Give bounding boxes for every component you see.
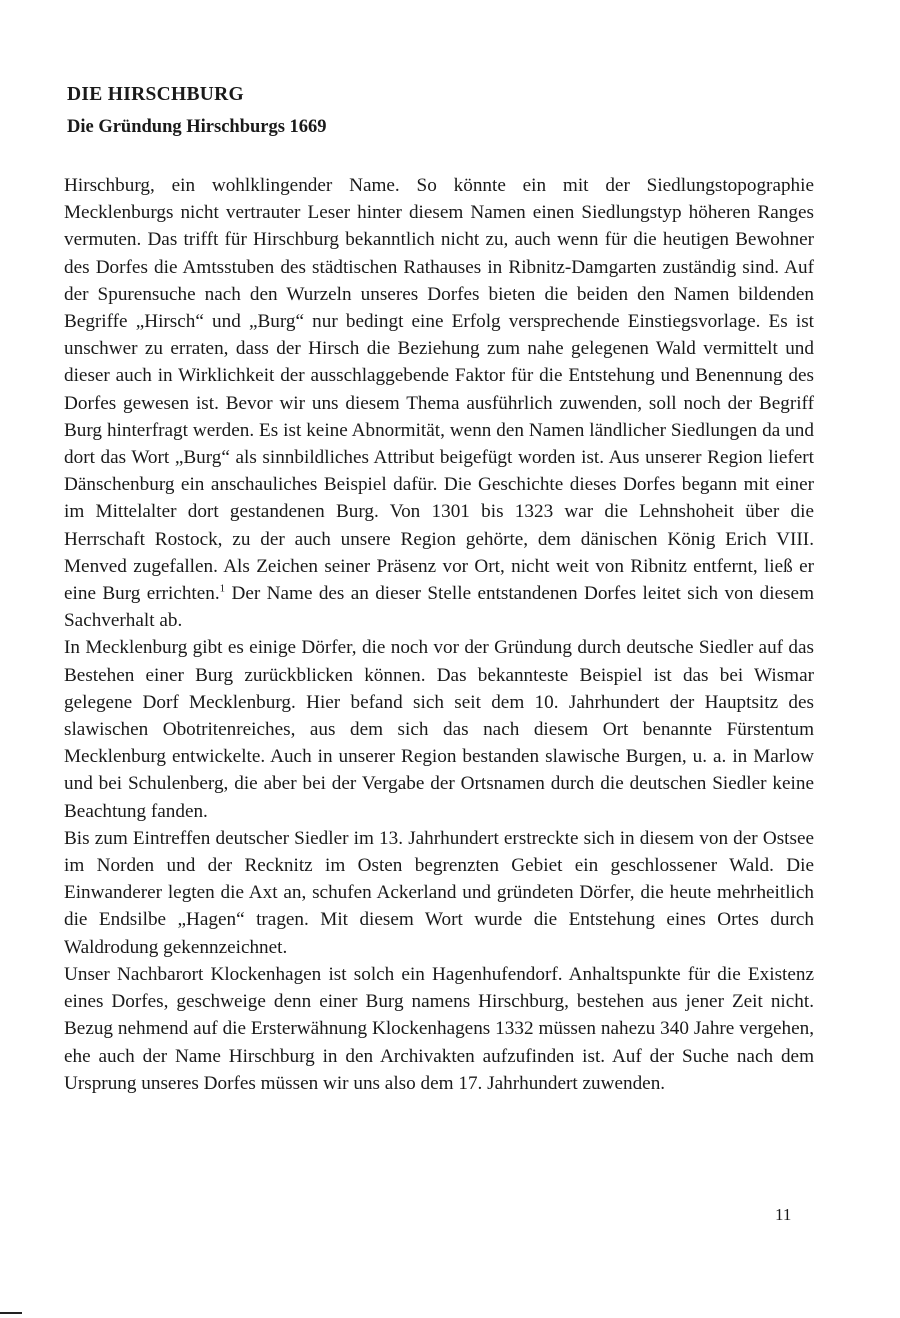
paragraph-1-text-continued: Der Name des an dieser Stelle entstandenen Dorfes leitet sich von diesem Sachverhalt ab. (64, 583, 814, 632)
footnote-marker[interactable]: 1 (219, 582, 226, 595)
paragraph-2: In Mecklenburg gibt es einige Dörfer, die noch vor der Gründung durch deutsche Siedler auf das Bestehen einer Burg zurückblicken können. Das bekannteste Beispiel ist das bei Wismar gelegene Dorf Mecklenburg. Hier befand sich seit dem 10. Jahrhundert der Hauptsitz des slawischen Obotritenreiches, aus dem sich das nach diesem Ort benannte Fürstentum Mecklenburg entwickelte. Auch in unserer Region bestanden slawische Burgen, u. a. in Marlow und bei Schulenberg, die aber bei der Vergabe der Ortsnamen durch die deutschen Siedler keine Beachtung fanden. (64, 637, 814, 822)
chapter-heading: DIE HIRSCHBURG (67, 84, 245, 105)
paragraph-4: Unser Nachbarort Klockenhagen ist solch ein Hagenhufendorf. Anhaltspunkte für die Existenz eines Dorfes, geschweige denn einer Burg namens Hirschburg, bestehen aus jener Zeit nicht. Bezug nehmend auf die Ersterwähnung Klockenhagens 1332 müssen nahezu 340 Jahre vergehen, ehe auch der Name Hirschburg in den Archivakten aufzufinden ist. Auf der Suche nach dem Ursprung unseres Dorfes müssen wir uns also dem 17. Jahrhundert zuwenden. (64, 963, 814, 1094)
paragraph-1-text: Hirschburg, ein wohlklingender Name. So könnte ein mit der Siedlungstopographie Mecklenburgs nicht vertrauter Leser hinter diesem Namen einen Siedlungstyp höheren Ranges vermuten. Das trifft für Hirschburg bekanntlich nicht zu, auch wenn für die heutigen Bewohner des Dorfes die Amtsstuben des städtischen Rathauses in Ribnitz-Damgarten zuständig sind. Auf der Spurensuche nach den Wurzeln unseres Dorfes bieten die beiden den Namen bildenden Begriffe „Hirsch“ und „Burg“ nur bedingt eine Erfolg versprechende Einstiegsvorlage. Es ist unschwer zu erraten, dass der Hirsch die Beziehung zum nahe gelegenen Wald vermittelt und dieser auch in Wirklichkeit der ausschlaggebende Faktor für die Entstehung und Benennung des Dorfes gewesen ist. Bevor wir uns diesem Thema ausführlich zuwenden, soll noch der Begriff Burg hinterfragt werden. Es ist keine Abnormität, wenn den Namen ländlicher Siedlungen da und dort das Wort „Burg“ als sinnbildliches Attribut beigefügt worden ist. Aus unserer Region liefert Dänschenburg ein anschauliches Beispiel dafür. Die Geschichte dieses Dorfes begann mit einer im Mittelalter dort gestandenen Burg. Von 1301 bis 1323 war die Lehnshoheit über die Herrschaft Rostock, zu der auch unsere Region gehörte, dem dänischen König Erich VIII. Menved zugefallen. Als Zeichen seiner Präsenz vor Ort, nicht weit von Ribnitz entfernt, ließ er eine Burg errichten. (64, 175, 814, 605)
paragraph-3: Bis zum Eintreffen deutscher Siedler im 13. Jahrhundert erstreckte sich in diesem von der Ostsee im Norden und der Recknitz im Osten begrenzten Gebiet ein geschlossener Wald. Die Einwanderer legten die Axt an, schufen Ackerland und gründeten Dörfer, die heute mehrheitlich die Endsilbe „Hagen“ tragen. Mit diesem Wort wurde die Entstehung eines Ortes durch Waldrodung gekennzeichnet. (64, 827, 814, 958)
body-text (64, 172, 814, 1097)
margin-mark (0, 1312, 22, 1314)
section-subheading: Die Gründung Hirschburgs 1669 (67, 117, 327, 137)
paragraph-1 (64, 172, 814, 634)
page-number: 11 (775, 1205, 792, 1224)
